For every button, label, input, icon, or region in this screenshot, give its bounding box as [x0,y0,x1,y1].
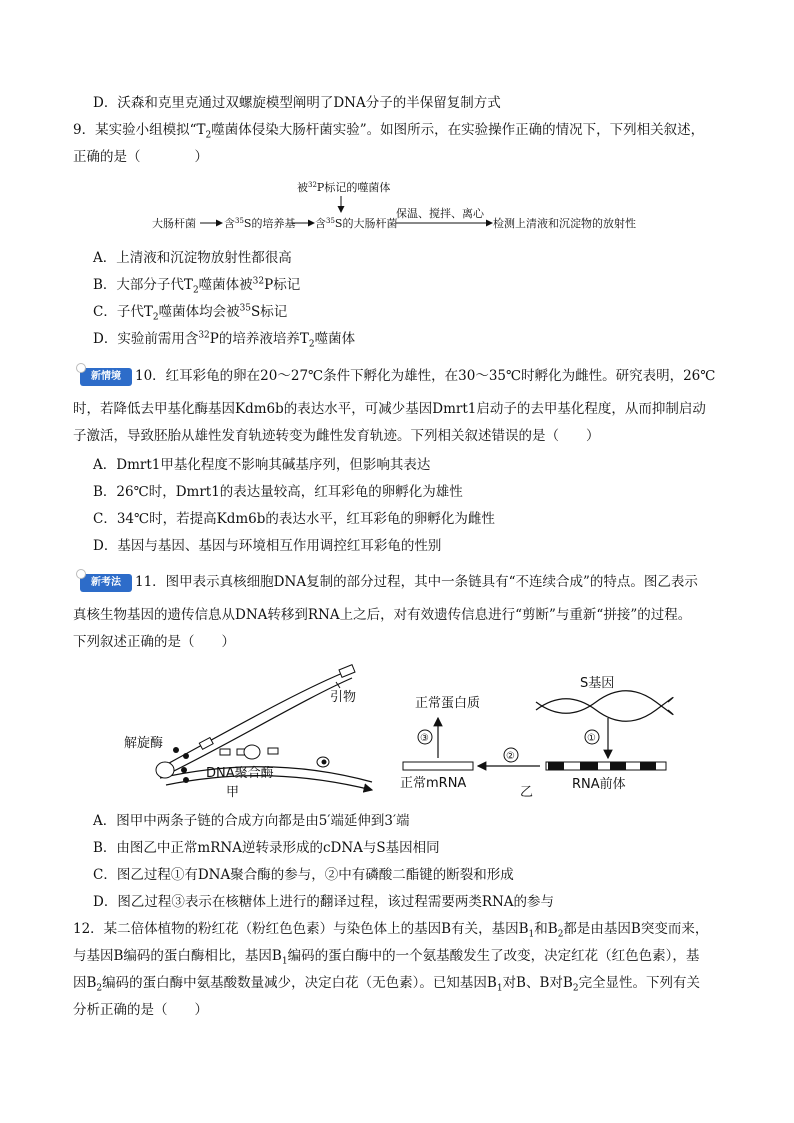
normal-mrna-bar [403,762,473,770]
flow-top-label: 被$^{32}$P标记的噬菌体 [297,181,391,194]
helicase-shape [156,762,174,778]
q10-option-d: D．基因与基因、基因与环境相互作用调控红耳彩龟的性别 [93,538,442,554]
q12-l2-b: 编码的蛋白酶中的一个氨基酸发生了改变，决定红花（红色色素），基 [287,948,700,964]
q9-c-b: 噬菌体均会被 [158,304,240,320]
q9-option-d [93,329,355,349]
label-normal-mrna: 正常mRNA [400,776,467,791]
q12-l2-sub1: 1 [281,956,288,967]
q9-stem-b: 噬菌体侵染大肠杆菌实验”。如图所示，在实验操作正确的情况下，下列相关叙述， [211,122,705,138]
q9-option-a: A．上清液和沉淀物放射性都很高 [93,250,292,266]
flow-node-ecoli: 大肠杆菌 [152,217,196,230]
q12-l1-c: 都是由基因B突变而来， [563,921,709,937]
q12-l3-sub2: 1 [496,983,503,994]
polymerase-dot [322,760,327,765]
q9-d-sub: 2 [308,339,315,350]
step2-label: ② [506,751,515,762]
q9-b-a: B．大部分子代T [93,277,193,293]
q8-option-d: D．沃森和克里克通过双螺旋模型阐明了DNA分子的半保留复制方式 [93,95,501,111]
dna-helix-strand-1 [536,697,673,721]
q11-stem-line2: 真核生物基因的遗传信息从DNA转移到RNA上之后，对有效遗传信息进行“剪断”与重新“拼接”的过程。 [73,607,692,623]
q10-option-c: C．34℃时，若提高Kdm6b的表达水平，红耳彩龟的卵孵化为雌性 [93,511,495,527]
precursor-exon-3 [610,762,626,770]
okazaki-fragment-4 [268,748,278,754]
q9-b-sub: 2 [192,285,199,296]
q9-stem-a: 9．某实验小组模拟“T [73,122,206,138]
q9-b-b: 噬菌体被 [198,277,253,293]
flow-node-labeled-ecoli: 含$^{35}$S的大肠杆菌 [315,217,398,230]
flow-step-label: 保温、搅拌、离心 [396,207,484,220]
okazaki-fragment-2 [220,749,230,755]
q9-d-b: P的培养液培养T [209,331,309,347]
flow-node-detect: 检测上清液和沉淀物的放射性 [493,217,636,230]
q9-flow-diagram [0,0,794,260]
caption-jia: 甲 [226,785,240,800]
step1-label: ① [587,733,596,744]
q11-option-b: B．由图乙中正常mRNA逆转录形成的cDNA与S基因相同 [93,840,440,856]
q11-stem-line1: 11．图甲表示真核细胞DNA复制的部分过程，其中一条链具有“不连续合成”的特点。图乙表示 [135,574,698,590]
q12-l3-d: 完全显性。下列有关 [578,975,701,991]
q12-l3-sub1: 2 [96,983,103,994]
q12-stem-line2 [73,946,699,966]
figure-yi-expression [400,676,673,800]
polymerase-lagging [244,745,260,759]
label-helicase: 解旋酶 [124,736,164,751]
flow-node-medium: 含$^{35}$S的培养基 [224,217,296,230]
q9-c-sub: 2 [152,312,159,323]
q9-d-a: D．实验前需用含 [93,331,199,347]
precursor-exon-2 [580,762,598,770]
q11-option-c: C．图乙过程①有DNA聚合酶的参与，②中有磷酸二酯键的断裂和形成 [93,867,514,883]
q12-stem-line1 [73,919,708,939]
q10-stem-line3: 子激活，导致胚胎从雄性发育轨迹转变为雌性发育轨迹。下列相关叙述错误的是（ ） [73,428,600,444]
q12-l1-b: 和B [534,921,558,937]
bead-1 [173,747,179,753]
q11-badge: 新考法 [80,574,132,592]
q9-stem-sub: 2 [205,130,212,141]
q9-d-c: 噬菌体 [314,331,356,347]
primer-block [339,665,355,678]
label-rna-precursor: RNA前体 [572,777,626,792]
bead-3 [181,767,187,773]
q9-d-sup: 32 [198,330,210,341]
bead-2 [183,753,189,759]
q10-stem-line2: 时，若降低去甲基化酶基因Kdm6b的表达水平，可减少基因Dmrt1启动子的去甲基化程度，从而抑制启动 [73,401,706,417]
q12-l3-sub3: 2 [572,983,579,994]
q12-l3-c: 对B、B对B [502,975,573,991]
q9-c-a: C．子代T [93,304,153,320]
precursor-exon-4 [640,762,656,770]
label-primer: 引物 [330,690,357,705]
label-s-gene: S基因 [580,676,615,691]
q10-badge: 新情境 [80,368,132,386]
q9-c-c: S标记 [251,304,288,320]
q12-l1-sub1: 1 [528,929,535,940]
dna-helix-strand-2 [536,691,673,715]
q9-option-b [93,275,300,295]
q10-option-a: A．Dmrt1甲基化程度不影响其碱基序列，但影响其表达 [93,457,431,473]
q9-option-c [93,302,287,322]
q9-b-sup: 32 [252,276,265,287]
label-normal-protein: 正常蛋白质 [415,696,481,711]
q10-stem-line1: 10．红耳彩龟的卵在20～27℃条件下孵化为雄性，在30～35℃时孵化为雌性。研究表明，26℃ [135,368,716,384]
q11-stem-line3: 下列叙述正确的是（ ） [73,634,235,650]
q11-figure [0,650,794,800]
step3-label: ③ [420,733,429,744]
q11-option-a: A．图甲中两条子链的合成方向都是由5′端延伸到3′端 [93,813,410,829]
q9-b-c: P标记 [264,277,301,293]
q10-option-b: B．26℃时，Dmrt1的表达量较高，红耳彩龟的卵孵化为雄性 [93,484,463,500]
q12-stem-line4: 分析正确的是（ ） [73,1002,208,1018]
caption-yi: 乙 [520,785,534,800]
q12-l2-a: 与基因B编码的蛋白酶相比，基因B [73,948,282,964]
q12-l3-b: 编码的蛋白酶中氨基酸数量减少，决定白花（无色素）。已知基因B [102,975,497,991]
q12-l3-a: 因B [73,975,97,991]
okazaki-fragment-1 [199,738,213,750]
figure-jia-replication [124,665,372,800]
q11-option-d: D．图乙过程③表示在核糖体上进行的翻译过程，该过程需要两类RNA的参与 [93,894,555,910]
label-dna-polymerase: DNA聚合酶 [206,766,274,781]
q9-c-sup: 35 [239,303,252,314]
q12-l1-sub2: 2 [557,929,564,940]
bead-4 [183,777,189,783]
precursor-exon-1 [548,762,564,770]
q9-stem-line2: 正确的是（ ） [73,149,208,165]
q12-stem-line3 [73,973,700,993]
q12-l1-a: 12．某二倍体植物的粉红花（粉红色色素）与染色体上的基因B有关，基因B [73,921,529,937]
